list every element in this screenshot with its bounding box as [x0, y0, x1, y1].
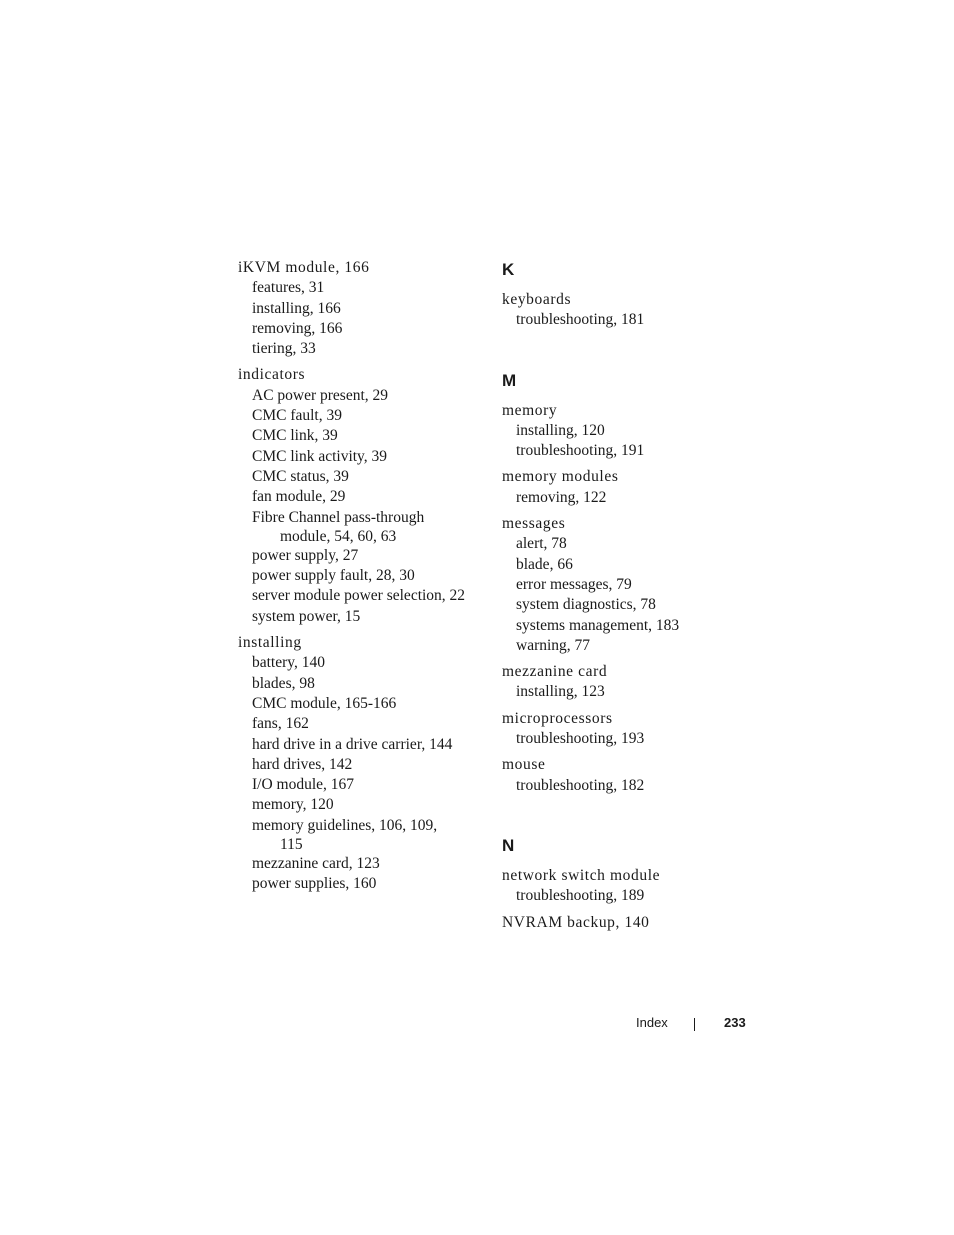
index-subentry: power supplies, 160 [252, 875, 377, 893]
index-subentry: error messages, 79 [516, 575, 632, 593]
index-subentry: battery, 140 [252, 654, 326, 672]
footer-separator [694, 1018, 695, 1031]
index-subentry: server module power selection, 22 [252, 587, 466, 605]
index-subentry: fans, 162 [252, 715, 309, 733]
index-subentry: troubleshooting, 182 [516, 776, 645, 794]
index-term: network switch module [502, 866, 661, 884]
index-subentry: warning, 77 [516, 636, 591, 654]
index-subentry: installing, 166 [252, 299, 341, 317]
index-entry [502, 866, 762, 907]
index-term: memory [502, 401, 558, 419]
index-subentry: removing, 122 [516, 488, 607, 506]
index-term: memory modules [502, 468, 619, 486]
index-subentry: fan module, 29 [252, 488, 346, 506]
index-term: keyboards [502, 291, 572, 308]
index-term: installing [238, 634, 302, 652]
index-subentry: installing, 123 [516, 683, 605, 701]
page-number: 233 [724, 1015, 746, 1030]
index-subentry: systems management, 183 [516, 616, 680, 634]
index-term: NVRAM backup, 140 [502, 913, 650, 931]
index-subentry-continuation: 115 [280, 836, 303, 854]
index-subentry: hard drives, 142 [252, 755, 353, 773]
index-term: microprocessors [502, 709, 613, 727]
index-subentry: CMC module, 165-166 [252, 694, 397, 712]
index-subentry: troubleshooting, 189 [516, 887, 645, 905]
index-letter-heading: N [502, 835, 515, 855]
index-letter-heading: M [502, 370, 517, 390]
index-term: indicators [238, 366, 306, 384]
index-column-right [502, 258, 762, 933]
index-subentry: troubleshooting, 181 [516, 311, 645, 329]
index-entry [502, 662, 762, 703]
index-entry [502, 290, 762, 331]
index-subentry: mezzanine card, 123 [252, 855, 380, 873]
index-subentry: blades, 98 [252, 674, 315, 692]
index-entry [238, 258, 488, 359]
index-subentry: system power, 15 [252, 607, 361, 625]
index-term: messages [502, 515, 566, 533]
index-term: mouse [502, 756, 546, 774]
index-column-left [238, 258, 488, 895]
index-subentry: installing, 120 [516, 421, 605, 439]
index-entry [502, 709, 762, 750]
index-term: mezzanine card [502, 663, 608, 681]
index-entry [238, 365, 488, 627]
index-subentry-continuation: module, 54, 60, 63 [280, 527, 397, 545]
index-subentry: troubleshooting, 191 [516, 442, 645, 460]
index-subentry: features, 31 [252, 279, 325, 297]
index-subentry: AC power present, 29 [252, 386, 389, 404]
index-letter-section [502, 369, 762, 796]
index-term: iKVM module, 166 [238, 259, 370, 276]
index-entry [502, 913, 762, 933]
index-subentry: tiering, 33 [252, 340, 316, 358]
index-subentry: troubleshooting, 193 [516, 730, 645, 748]
footer-section-label: Index [636, 1015, 668, 1030]
index-letter-heading: K [502, 260, 515, 279]
index-subentry: power supply, 27 [252, 546, 359, 564]
index-entry [238, 633, 488, 895]
index-subentry: I/O module, 167 [252, 776, 355, 794]
index-subentry: CMC fault, 39 [252, 407, 342, 425]
index-subentry: CMC status, 39 [252, 467, 349, 485]
index-subentry: power supply fault, 28, 30 [252, 567, 415, 585]
index-subentry: memory guidelines, 106, 109, [252, 816, 438, 834]
index-subentry: removing, 166 [252, 319, 343, 337]
index-subentry: CMC link activity, 39 [252, 447, 388, 465]
index-entry [502, 514, 762, 656]
index-subentry: blade, 66 [516, 555, 573, 573]
index-subentry: Fibre Channel pass-through [252, 508, 425, 526]
index-letter-section [502, 258, 762, 331]
index-subentry: hard drive in a drive carrier, 144 [252, 735, 453, 753]
index-subentry: system diagnostics, 78 [516, 596, 656, 614]
index-subentry: memory, 120 [252, 796, 334, 814]
index-entry [502, 467, 762, 508]
index-entry [502, 401, 762, 462]
index-subentry: CMC link, 39 [252, 427, 338, 445]
index-subentry: alert, 78 [516, 535, 567, 553]
index-letter-section [502, 834, 762, 933]
index-entry [502, 755, 762, 796]
